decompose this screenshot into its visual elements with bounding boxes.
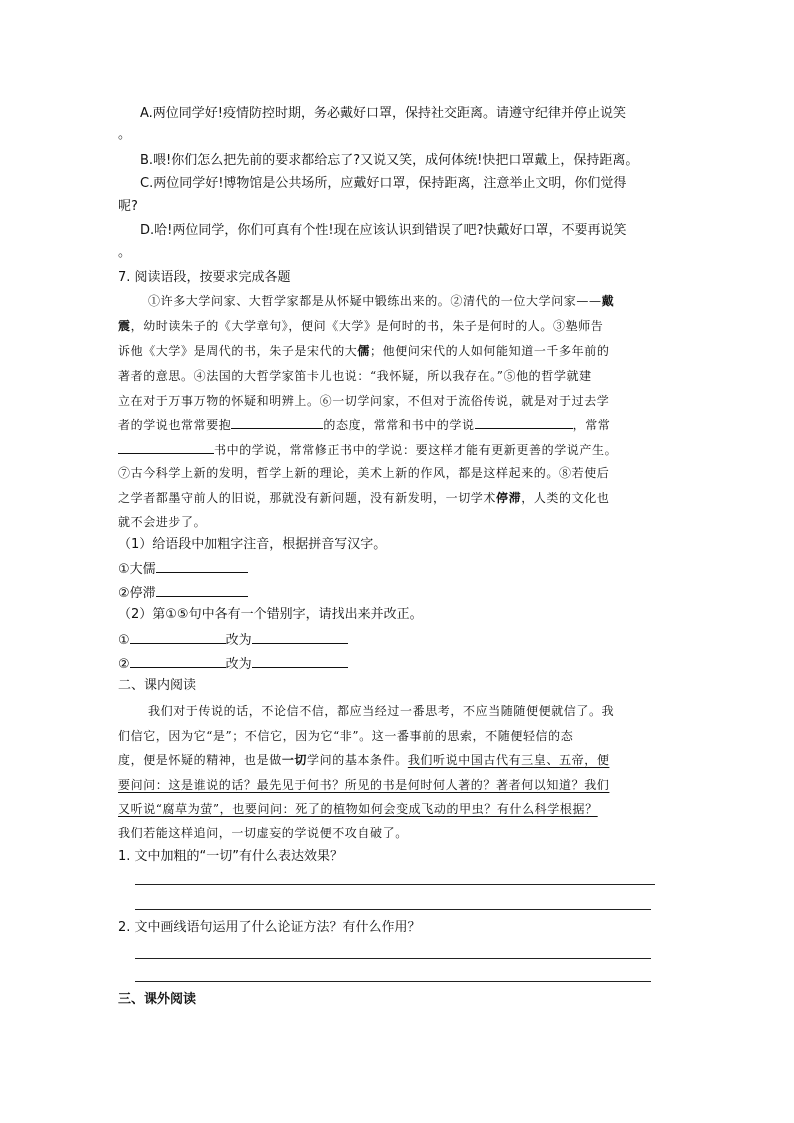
option-b-line1: B.喂!你们怎么把先前的要求都给忘了?又说又笑，成何体统!快把口罩戴上，保持距离。 — [140, 153, 639, 168]
section2-passage-line: 们信它，因为它“是”；不信它，因为它“非”。这一番事前的思索，不随便轻信的态 — [118, 729, 574, 743]
option-c-line1: C.两位同学好!博物馆是公共场所，应戴好口罩，保持距离，注意举止文明，你们觉得 — [140, 176, 627, 191]
answer-line[interactable] — [135, 884, 655, 885]
q7-sub1-item — [118, 582, 248, 604]
q7-sub1-prompt: （1）给语段中加粗字注音，根据拼音写汉字。 — [118, 537, 387, 552]
item-label: ①大儒 — [118, 562, 156, 577]
passage-text: ，常常 — [572, 418, 611, 432]
fill-blank[interactable] — [118, 439, 214, 454]
section2-q2: 2. 文中画线语句运用了什么论证方法？有什么作用？ — [118, 920, 421, 935]
option-c-line2: 呢? — [118, 199, 138, 214]
q7-passage-line: 就不会进步了。 — [118, 515, 207, 529]
section2-q1: 1. 文中加粗的“一切”有什么表达效果？ — [118, 849, 344, 864]
answer-blank[interactable] — [130, 653, 226, 668]
passage-text: 诉他《大学》是周代的书，朱子是宋代的大 — [118, 344, 358, 358]
passage-text: ，人类的文化也 — [521, 491, 610, 505]
option-a-line1: A.两位同学好!疫情防控时期，务必戴好口罩，保持社交距离。请遵守纪律并停止说笑 — [140, 106, 627, 121]
answer-blank[interactable] — [130, 629, 226, 644]
item-label: 改为 — [225, 657, 252, 672]
section2-passage-line-underlined: 要问问：这是谁说的话？最先见于何书？所见的书是何时何人著的？著者何以知道？我们 — [118, 778, 610, 792]
q7-passage-line: 著者的意思。④法国的大哲学家笛卡儿也说：“我怀疑，所以我存在。”⑤他的哲学就建 — [118, 369, 592, 383]
answer-line[interactable] — [135, 958, 651, 959]
section2-passage-line — [118, 750, 609, 770]
q7-sub2-item — [118, 653, 348, 675]
passage-text: 度，便是怀疑的精神，也是做 — [118, 753, 282, 767]
answer-line[interactable] — [135, 909, 651, 910]
bold-phrase: 一切 — [281, 753, 308, 767]
q7-passage-line — [148, 291, 614, 311]
fill-blank[interactable] — [475, 414, 573, 429]
q7-passage-line — [118, 316, 603, 336]
section2-passage-line: 我们若能这样追问，一切虚妄的学说便不攻自破了。 — [118, 826, 408, 840]
answer-blank[interactable] — [156, 582, 248, 597]
bold-char: 震 — [118, 319, 131, 333]
item-label: 改为 — [225, 633, 252, 648]
passage-text: 者的学说也常常要抱 — [118, 418, 232, 432]
passage-text: 的态度，常常和书中的学说 — [323, 418, 475, 432]
option-d-line1: D.哈!两位同学，你们可真有个性!现在应该认识到错误了吧?快戴好口罩，不要再说笑 — [140, 223, 627, 238]
section3-title: 三、课外阅读 — [118, 992, 197, 1007]
fill-blank[interactable] — [231, 414, 323, 429]
q7-sub2-item — [118, 629, 348, 651]
passage-text: ，幼时读朱子的《大学章句》，便问《大学》是何时的书，朱子是何时的人。③塾师告 — [130, 319, 604, 333]
answer-line[interactable] — [135, 981, 651, 982]
passage-text: 学问的基本条件。 — [307, 753, 408, 767]
bold-char: 戴 — [601, 294, 615, 308]
q7-passage-line — [118, 341, 609, 361]
passage-text: ；他便问宋代的人如何能知道一千多年前的 — [370, 344, 610, 358]
answer-blank[interactable] — [156, 558, 248, 573]
answer-blank[interactable] — [252, 653, 348, 668]
q7-passage-line — [118, 488, 609, 508]
q7-passage-line: 立在对于万事万物的怀疑和明辨上。⑥一切学问家，不但对于流俗传说，就是对于过去学 — [118, 394, 610, 408]
q7-passage-line — [118, 414, 610, 435]
passage-text: 书中的学说，常常修正书中的学说：要这样才能有更新更善的学说产生。 — [214, 443, 618, 457]
option-a-line2: 。 — [118, 127, 132, 142]
option-d-line2: 。 — [118, 245, 132, 260]
bold-char: 儒 — [357, 344, 371, 358]
q7-heading: 7. 阅读语段，按要求完成各题 — [118, 270, 291, 285]
q7-passage-line — [118, 439, 617, 460]
item-label: ② — [118, 657, 130, 672]
passage-text: ①许多大学问家、大哲学家都是从怀疑中锻练出来的。②清代的一位大学问家—— — [148, 294, 602, 308]
q7-sub2-prompt: （2）第①⑤句中各有一个错别字，请找出来并改正。 — [118, 607, 423, 622]
answer-blank[interactable] — [252, 629, 348, 644]
item-label: ① — [118, 633, 130, 648]
q7-passage-line: ⑦古今科学上新的发明，哲学上新的理论，美术上新的作风，都是这样起来的。⑧若使后 — [118, 466, 610, 480]
section2-passage-line-underlined: 又听说“腐草为萤”，也要问问：死了的植物如何会变成飞动的甲虫？有什么科学根据？ — [118, 802, 598, 816]
section2-passage-line: 我们对于传说的话，不论信不信，都应当经过一番思考，不应当随随便便就信了。我 — [148, 704, 615, 718]
q7-sub1-item — [118, 558, 248, 580]
section2-title: 二、课内阅读 — [118, 678, 197, 693]
item-label: ②停滞 — [118, 586, 156, 601]
passage-text: 之学者都墨守前人的旧说，那就没有新问题，没有新发明，一切学术 — [118, 491, 497, 505]
bold-char: 停滞 — [496, 491, 522, 505]
underlined-text: 我们听说中国古代有三皇、五帝，便 — [407, 753, 610, 767]
